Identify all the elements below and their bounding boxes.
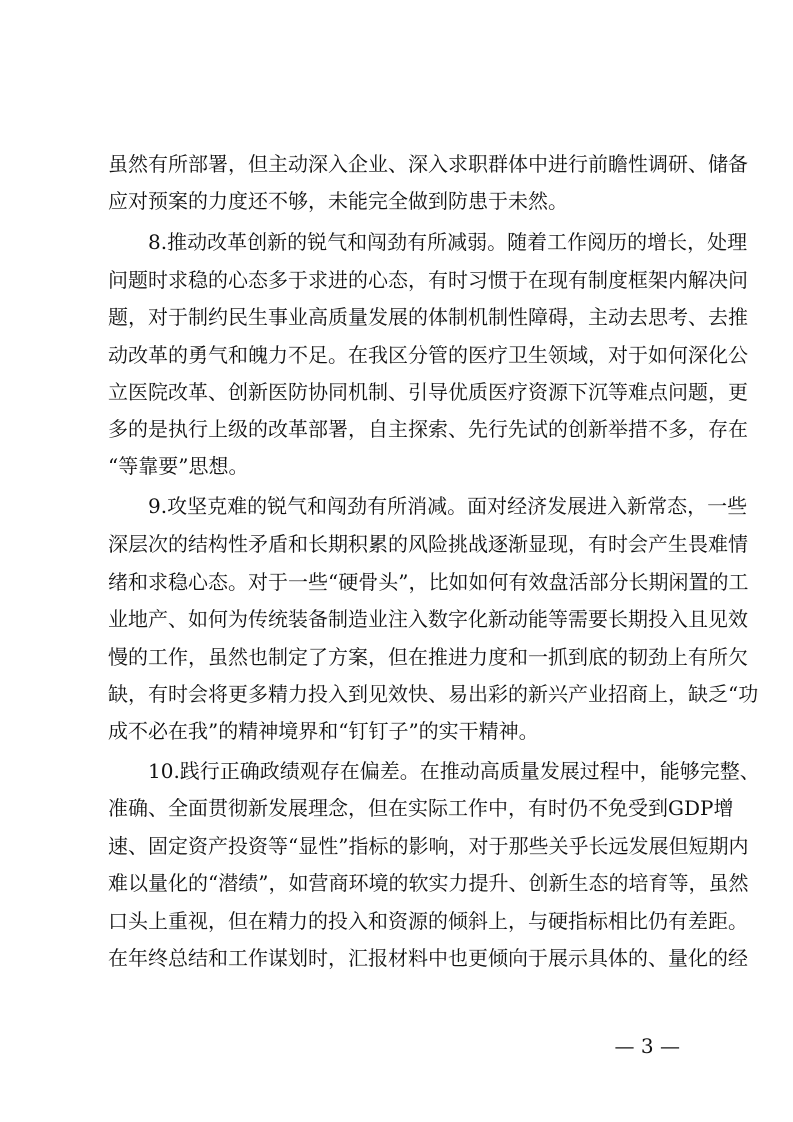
- paragraph-9-start: 9.攻坚克难的锐气和闯劲有所消减。面对经济发展进入新常态，一些: [148, 494, 748, 518]
- page-number: — 3 —: [614, 1034, 680, 1058]
- text-line: 成不必在我”的精神境界和“钉钉子”的实干精神。: [108, 719, 539, 743]
- text-line: 缺，有时会将更多精力投入到见效快、易出彩的新兴产业招商上，缺乏“功: [108, 682, 759, 706]
- text-line: 绪和求稳心态。对于一些“硬骨头”，比如如何有效盘活部分长期闲置的工: [108, 570, 749, 594]
- text-line: 应对预案的力度还不够，未能完全做到防患于未然。: [108, 189, 568, 213]
- text-line: 业地产、如何为传统装备制造业注入数字化新动能等需要长期投入且见效: [108, 607, 748, 631]
- text-line: “等靠要”思想。: [108, 454, 249, 478]
- text-line: 多的是执行上级的改革部署，自主探索、先行先试的创新举措不多，存在: [108, 417, 748, 441]
- text-line: 动改革的勇气和魄力不足。在我区分管的医疗卫生领域，对于如何深化公: [108, 343, 748, 367]
- text-line: 问题时求稳的心态多于求进的心态，有时习惯于在现有制度框架内解决问: [108, 268, 748, 292]
- text-line: 难以量化的“潜绩”，如营商环境的软实力提升、创新生态的培育等，虽然: [108, 871, 749, 895]
- text-line: 准确、全面贯彻新发展理念，但在实际工作中，有时仍不免受到GDP增: [108, 796, 734, 820]
- text-line: 虽然有所部署，但主动深入企业、深入求职群体中进行前瞻性调研、储备: [108, 152, 748, 176]
- text-line: 题，对于制约民生事业高质量发展的体制机制性障碍，主动去思考、去推: [108, 305, 748, 329]
- text-line: 深层次的结构性矛盾和长期积累的风险挑战逐渐显现，有时会产生畏难情: [108, 532, 748, 556]
- paragraph-8-start: 8.推动改革创新的锐气和闯劲有所减弱。随着工作阅历的增长，处理: [148, 230, 748, 254]
- text-line: 立医院改革、创新医防协同机制、引导优质医疗资源下沉等难点问题，更: [108, 380, 748, 404]
- paragraph-10-start: 10.践行正确政绩观存在偏差。在推动高质量发展过程中，能够完整、: [148, 759, 760, 783]
- text-line: 速、固定资产投资等“显性”指标的影响，对于那些关乎长远发展但短期内: [108, 834, 749, 858]
- text-line: 口头上重视，但在精力的投入和资源的倾斜上，与硬指标相比仍有差距。: [108, 909, 748, 933]
- text-line: 慢的工作，虽然也制定了方案，但在推进力度和一抓到底的韧劲上有所欠: [108, 645, 748, 669]
- text-line: 在年终总结和工作谋划时，汇报材料中也更倾向于展示具体的、量化的经: [108, 946, 748, 970]
